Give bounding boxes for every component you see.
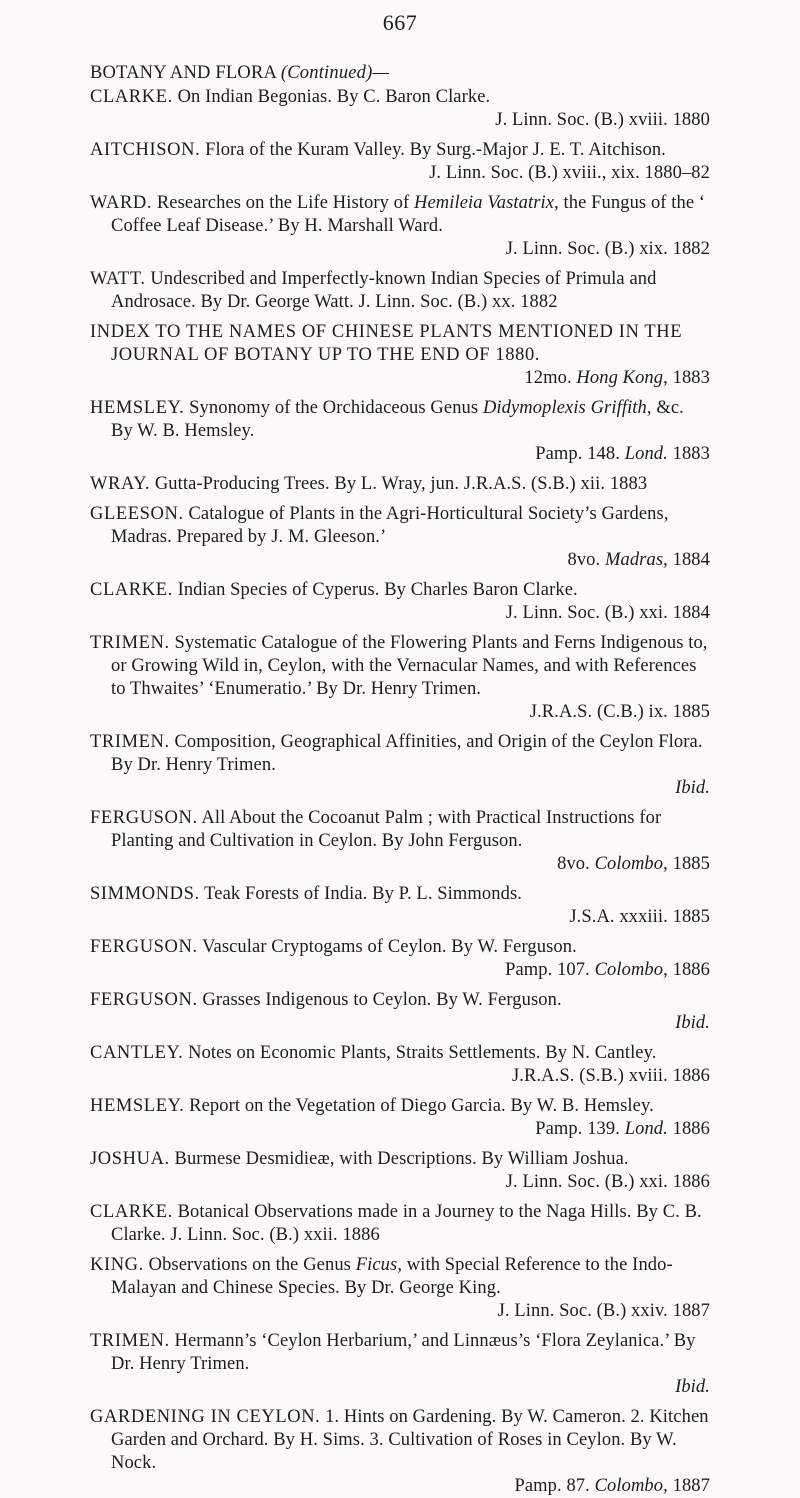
entry-title-text: Teak Forests of India. By P. L. Simmonds. xyxy=(204,884,522,904)
entry-publication xyxy=(111,443,710,466)
entry-publication xyxy=(111,701,710,724)
entry-title-italic: Didymoplexis Griffith xyxy=(482,398,647,418)
entry-publication xyxy=(111,1171,710,1194)
publication-place: Ibid. xyxy=(675,778,710,798)
entry-publication xyxy=(111,238,710,261)
bibliography-entry xyxy=(90,192,710,261)
publication-place: Lond. xyxy=(624,1119,668,1139)
publication-place: Hong Kong xyxy=(576,368,664,388)
entry-title-text: Botanical Observations made in a Journey to the Naga Hills. By C. B. Clarke. J. Linn. Soc. (B.) xxii. 1886 xyxy=(111,1202,702,1245)
entry-title-text: On Indian Begonias. By C. Baron Clarke. xyxy=(177,87,491,107)
entry-author: AITCHISON. xyxy=(90,140,201,160)
entry-title-text: Report on the Vegetation of Diego Garcia. By W. B. Hemsley. xyxy=(189,1096,654,1116)
bibliography-entry xyxy=(90,1406,710,1498)
entry-author: HEMSLEY. xyxy=(90,398,185,418)
publication-text: , 1885 xyxy=(663,854,710,874)
entry-author: CANTLEY. xyxy=(90,1043,184,1063)
entry-title-text: Researches on the Life History of xyxy=(156,193,415,213)
publication-place: Lond. xyxy=(624,444,668,464)
entry-author: KING. xyxy=(90,1255,144,1275)
publication-text: J. Linn. Soc. (B.) xxi. 1886 xyxy=(505,1172,710,1192)
entry-title-text: , &c. By W. B. Hemsley. xyxy=(111,398,684,441)
bibliography-entry xyxy=(90,1042,710,1088)
entry-publication xyxy=(111,162,710,185)
publication-text: 12mo. xyxy=(524,368,577,388)
entry-publication xyxy=(111,367,710,390)
entry-title-text: Undescribed and Imperfectly-known Indian Species of Primula and Androsace. By Dr. George Watt. J. Linn. Soc. (B.) xx. 1882 xyxy=(111,269,657,312)
entry-publication xyxy=(111,1300,710,1323)
bibliography-entry xyxy=(90,397,710,466)
entry-publication xyxy=(111,602,710,625)
bibliography-entry xyxy=(90,731,710,800)
publication-text: J. Linn. Soc. (B.) xxi. 1884 xyxy=(505,603,710,623)
entry-publication xyxy=(111,549,710,572)
bibliography-entry xyxy=(90,1201,710,1247)
entry-title-text: Synonomy of the Orchidaceous Genus xyxy=(189,398,483,418)
entry-title-text: Vascular Cryptogams of Ceylon. By W. Ferguson. xyxy=(202,937,577,957)
bibliography-entry xyxy=(90,321,710,390)
bibliography-entry xyxy=(90,936,710,982)
publication-text: , 1884 xyxy=(663,550,710,570)
entry-author: FERGUSON. xyxy=(90,808,198,828)
entry-title-text: Notes on Economic Plants, Straits Settlements. By N. Cantley. xyxy=(188,1043,657,1063)
entry-title-text: Indian Species of Cyperus. By Charles Baron Clarke. xyxy=(177,580,578,600)
entry-author: WATT. xyxy=(90,269,146,289)
entry-author: CLARKE. xyxy=(90,1202,173,1222)
bibliography-entry xyxy=(90,1095,710,1141)
section-heading xyxy=(90,62,710,85)
publication-text: Pamp. 87. xyxy=(514,1476,595,1496)
publication-place: Ibid. xyxy=(675,1013,710,1033)
entry-title-text: Composition, Geographical Affinities, and Origin of the Ceylon Flora. By Dr. Henry Trimen. xyxy=(111,732,703,775)
bibliography-entry xyxy=(90,807,710,876)
section-continued: (Continued)— xyxy=(280,63,390,83)
bibliography-entry xyxy=(90,139,710,185)
entry-title-text: , with Special Reference to the Indo-Malayan and Chinese Species. By Dr. George King. xyxy=(111,1255,673,1298)
entry-title-text: Systematic Catalogue of the Flowering Plants and Ferns Indigenous to, or Growing Wild in, Ceylon, with the Vernacular Names, and with References to Thwaites’ ‘Enumeratio.’ By Dr. Henry Trimen. xyxy=(111,633,708,699)
publication-text: , 1883 xyxy=(663,368,710,388)
entry-author: TRIMEN. xyxy=(90,633,170,653)
publication-text: J.R.A.S. (C.B.) ix. 1885 xyxy=(529,702,710,722)
entry-title-text: , the Fungus of the ‘ Coffee Leaf Disease.’ By H. Marshall Ward. xyxy=(111,193,706,236)
publication-text: 8vo. xyxy=(557,854,595,874)
publication-text: J. Linn. Soc. (B.) xxiv. 1887 xyxy=(497,1301,710,1321)
publication-text: 1886 xyxy=(667,1119,710,1139)
publication-text: Pamp. 107. xyxy=(505,960,595,980)
publication-text: , 1887 xyxy=(663,1476,710,1496)
entry-publication xyxy=(111,109,710,132)
entry-author: FERGUSON. xyxy=(90,990,198,1010)
entry-title-text: All About the Cocoanut Palm ; with Practical Instructions for Planting and Cultivation in Ceylon. By John Ferguson. xyxy=(111,808,662,851)
bibliography-entry xyxy=(90,632,710,724)
publication-text: 1883 xyxy=(667,444,710,464)
bibliography-entry xyxy=(90,989,710,1035)
entry-author: TRIMEN. xyxy=(90,1331,170,1351)
bibliography-entry xyxy=(90,1148,710,1194)
entry-author: TRIMEN. xyxy=(90,732,170,752)
entry-author: JOSHUA. xyxy=(90,1149,170,1169)
entry-title-text: 1. Hints on Gardening. By W. Cameron. 2. Kitchen Garden and Orchard. By H. Sims. 3. Cultivation of Roses in Ceylon. By W. Nock. xyxy=(111,1407,709,1473)
entry-publication xyxy=(111,1012,710,1035)
bibliography-entry xyxy=(90,503,710,572)
entry-publication xyxy=(111,777,710,800)
entry-publication xyxy=(111,1065,710,1088)
publication-text: J.S.A. xxxiii. 1885 xyxy=(569,907,710,927)
publication-text: 8vo. xyxy=(567,550,605,570)
entry-title-text: Observations on the Genus xyxy=(148,1255,356,1275)
entry-title-text: Flora of the Kuram Valley. By Surg.-Major J. E. T. Aitchison. xyxy=(205,140,666,160)
entry-author: GARDENING IN CEYLON. xyxy=(90,1407,321,1427)
publication-text: Pamp. 139. xyxy=(535,1119,625,1139)
publication-place: Colombo xyxy=(594,960,664,980)
publication-text: J.R.A.S. (S.B.) xviii. 1886 xyxy=(511,1066,710,1086)
entry-publication xyxy=(111,906,710,929)
entry-author: GLEESON. xyxy=(90,504,184,524)
entry-author: SIMMONDS. xyxy=(90,884,200,904)
bibliography-entry xyxy=(90,86,710,132)
entry-publication xyxy=(111,1376,710,1399)
publication-text: , 1886 xyxy=(663,960,710,980)
publication-place: Ibid. xyxy=(675,1377,710,1397)
entry-author: CLARKE. xyxy=(90,580,173,600)
publication-place: Colombo xyxy=(594,854,664,874)
publication-text: J. Linn. Soc. (B.) xviii., xix. 1880–82 xyxy=(429,163,710,183)
section-title: BOTANY AND FLORA xyxy=(90,63,277,83)
entry-title-italic: Hemileia Vastatrix xyxy=(414,193,555,213)
publication-text: J. Linn. Soc. (B.) xix. 1882 xyxy=(505,239,710,259)
bibliography-entry xyxy=(90,1254,710,1323)
entry-title-text: Burmese Desmidieæ, with Descriptions. By William Joshua. xyxy=(174,1149,629,1169)
entry-title-text: Gutta-Producing Trees. By L. Wray, jun. J.R.A.S. (S.B.) xii. 1883 xyxy=(154,474,648,494)
entry-author: WRAY. xyxy=(90,474,151,494)
publication-place: Colombo xyxy=(594,1476,664,1496)
entry-author: FERGUSON. xyxy=(90,937,198,957)
bibliography-entry xyxy=(90,883,710,929)
bibliography-entry xyxy=(90,473,710,496)
entry-publication xyxy=(111,959,710,982)
entry-publication xyxy=(111,853,710,876)
bibliography-entry xyxy=(90,268,710,314)
bibliography-list xyxy=(90,86,710,1498)
entry-author: HEMSLEY. xyxy=(90,1096,185,1116)
entry-title-text: Hermann’s ‘Ceylon Herbarium,’ and Linnæus’s ‘Flora Zeylanica.’ By Dr. Henry Trimen. xyxy=(111,1331,696,1374)
entry-title-text: Grasses Indigenous to Ceylon. By W. Ferguson. xyxy=(202,990,562,1010)
entry-title-text: Catalogue of Plants in the Agri-Horticultural Society’s Gardens, Madras. Prepared by J. M. Gleeson.’ xyxy=(111,504,669,547)
entry-author: WARD. xyxy=(90,193,153,213)
publication-text: Pamp. 148. xyxy=(535,444,625,464)
publication-place: Madras xyxy=(604,550,664,570)
entry-title-italic: Ficus xyxy=(355,1255,398,1275)
bibliography-entry xyxy=(90,579,710,625)
entry-author: CLARKE. xyxy=(90,87,173,107)
entry-publication xyxy=(111,1475,710,1498)
entry-author: INDEX TO THE NAMES OF CHINESE PLANTS MENTIONED IN THE JOURNAL OF BOTANY UP TO THE END OF 1880. xyxy=(90,322,683,365)
page-number: 667 xyxy=(382,10,418,35)
bibliography-entry xyxy=(90,1330,710,1399)
publication-text: J. Linn. Soc. (B.) xviii. 1880 xyxy=(495,110,710,130)
entry-publication xyxy=(111,1118,710,1141)
